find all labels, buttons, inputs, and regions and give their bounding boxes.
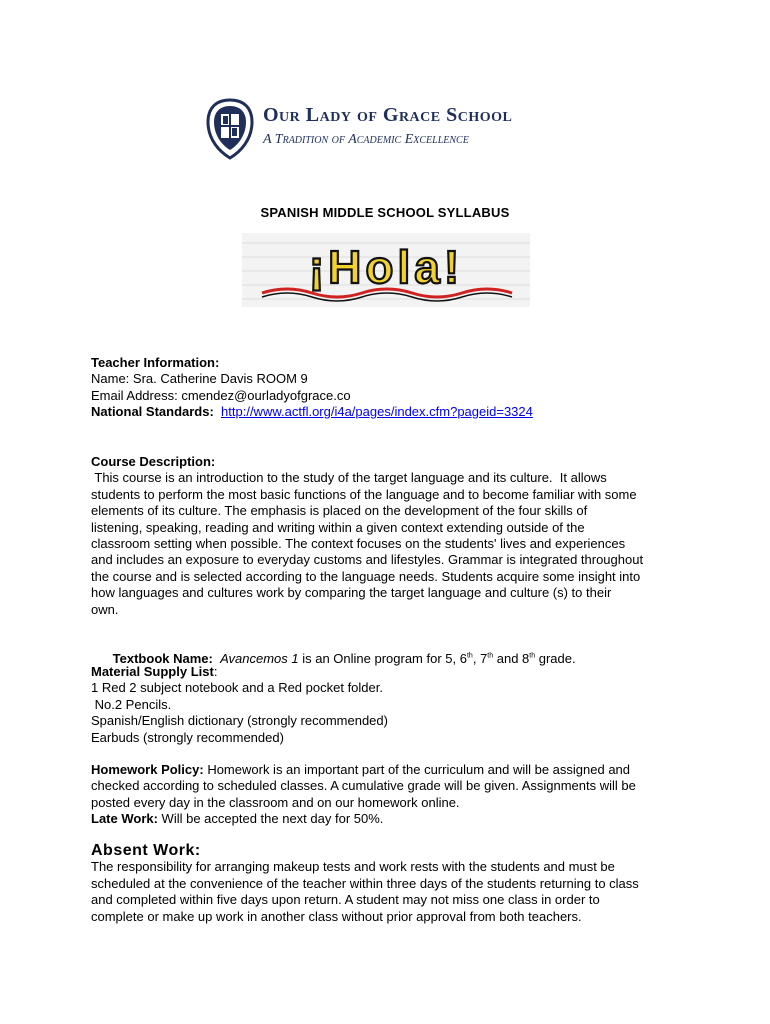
course-line: listening, speaking, reading and writing within a given context extending outside of the [91,519,585,535]
late-work-text: Will be accepted the next day for 50%. [157,811,384,827]
teacher-heading: Teacher Information: [91,355,220,370]
absent-line: scheduled at the convenience of the teacher within three days of the students returning to class [91,875,639,891]
late-work-label: Late Work: [91,811,158,827]
supply-item: No.2 Pencils. [91,696,172,712]
course-heading: Course Description: [91,454,216,469]
supply-item: 1 Red 2 subject notebook and a Red pocket folder. [91,680,383,696]
absent-heading: Absent Work: [91,842,201,859]
textbook-sup: th [487,653,494,661]
absent-line: complete or make up work in another class without prior approval from both teachers. [91,908,582,924]
homework-text: checked according to scheduled classes. A cumulative grade will be given. Assignments will be [91,778,636,794]
homework-text: Homework is an important part of the curriculum and will be assigned and [203,762,631,777]
homework-label: Homework Policy: [91,762,204,777]
course-line: the course and is selected according to the language needs. Students acquire some insight into [91,568,641,584]
document-title: SPANISH MIDDLE SCHOOL SYLLABUS [260,205,510,220]
hola-banner [242,233,530,307]
hola-text: ¡Hola! [308,241,464,293]
absent-work [91,843,691,925]
textbook-text: is an Online program for 5, 6 [298,651,467,667]
textbook-sup: th [466,653,473,661]
school-name: Our Lady of Grace School [263,104,513,126]
standards-label: National Standards: [91,404,214,420]
supply-colon: : [213,664,218,679]
supply-item: Spanish/English dictionary (strongly recommended) [91,713,388,729]
standards-link[interactable]: http://www.actfl.org/i4a/pages/index.cfm?pageid=3324 [221,404,533,420]
textbook-label: Textbook Name: [112,651,213,667]
course-line: elements of its culture. The emphasis is placed on the development of the four skills of [91,503,588,519]
course-line: classroom setting when possible. The context focuses on the students' lives and experiences [91,536,626,552]
teacher-name: Name: Sra. Catherine Davis ROOM 9 [91,371,308,387]
supply-list [91,664,691,746]
textbook-sup: th [529,653,536,661]
school-header [206,98,546,164]
school-tagline: A Tradition of Academic Excellence [263,132,469,147]
course-line: own. [91,601,119,617]
homework-text: posted every day in the classroom and on our homework online. [91,794,460,810]
teacher-email: Email Address: cmendez@ourladyofgrace.co [91,387,351,403]
homework-policy [91,762,691,828]
absent-line: The responsibility for arranging makeup tests and work rests with the students and must be [91,859,615,875]
textbook-title: Avancemos 1 [220,651,299,667]
textbook-text: and 8 [493,651,530,667]
course-line: and includes an exposure to everyday customs and lifestyles. Grammar is integrated throughout [91,552,644,568]
course-line: how languages and cultures work by comparing the target language and culture (s) to their [91,585,612,601]
course-description [91,454,691,618]
school-seal-icon [206,98,254,160]
textbook-text: , 7 [472,651,488,667]
supply-item: Earbuds (strongly recommended) [91,729,284,745]
supply-heading: Material Supply List [91,664,214,679]
course-line: This course is an introduction to the study of the target language and its culture. It allows [91,470,607,486]
textbook-text: grade. [535,651,576,667]
absent-line: and completed within five days upon return. A student may not miss one class in order to [91,892,600,908]
teacher-information [91,355,691,421]
course-line: students to perform the most basic functions of the language and to become familiar with some [91,486,637,502]
